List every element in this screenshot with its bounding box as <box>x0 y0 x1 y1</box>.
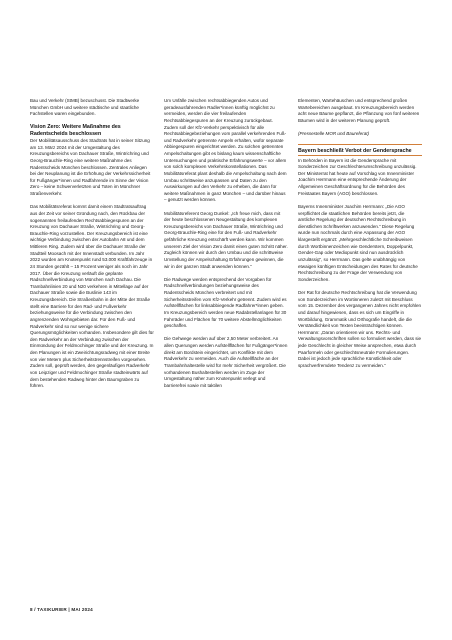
section-heading: Bayern beschließt Verbot der Gendersprache <box>298 147 412 154</box>
column-left <box>30 98 154 396</box>
article-paragraph: Die Radwege werden entsprechend der Vorgaben für Radschnellverbindungen beziehungsweise des Radentscheids München verbreitert und mit Sicherheitsstreifen vom Kfz-Verkehr getrennt. Zudem wird es Aufstellflächen für linksabbiegende Radfahrer*innen geben. Im Kreuzungsbereich werden neue Radabstellanlagen für 30 Fahrräder und Flächen für 70 weitere Abstellmöglichkeiten geschaffen. <box>164 276 287 329</box>
column-right <box>298 98 422 376</box>
quote-paragraph: Bayerns Innenminister Joachim Herrmann: „Die AGO verpflichtet die staatlichen Behörden bereits jetzt, die amtliche Regelung der deutschen Rechtschreibung in dienstlichen Schriftwerken anzuwenden.“ Diese Regelung wurde nun nochmals durch eine Anpassung der AGO klargestellt ergänzt: „Mehrgeschlechtliche Schreibweisen durch Wortbinnenzeichen wie Genderstern, Doppelpunkt, Gender-Gap oder Mediopunkt sind nun ausdrücklich unzulässig“, so Herrmann. Das gelte unabhängig von etwaigen künftigen Entscheidungen des Rates für deutsche Rechtschreibung zu der Frage der Verwendung von Sonderzeichen. <box>298 203 418 282</box>
section-heading: Vision Zero: Weitere Maßnahme des Radentscheids beschlossen <box>30 124 121 138</box>
article-paragraph: In Behörden in Bayern ist die Gendersprache mit Sonderzeichen zur Geschlechterumschreibung unzulässig. Der Ministerrat hat heute auf Vorschlag von Innenminister Joachim Herrmann eine entsprechende Änderung der Allgemeinen Geschäftsordnung für die Behörden des Freistaates Bayern (AGO) beschlossen. <box>298 157 417 196</box>
quote-paragraph: Mobilitätsreferent Georg Dunkel: „Ich freue mich, dass mit der heute beschlossenen Neugestaltung des komplexen Kreuzungsbereichs von Dachauer Straße, Wintrichring und Georg-Brauchle-Ring eine für den Fuß- und Radverkehr gefährliche Kreuzung entschärft werden kann. Wir kommen unserem Ziel der Vision Zero damit einen guten Schritt näher. Zugleich können wir durch den Umbau und die schrittweise Umstellung der Ampelschaltung Erfahrungen gewinnen, die wir in der ganzen Stadt anwenden können.“ <box>164 210 288 269</box>
article-paragraph: Der Mobilitätsausschuss des Stadtrats hat in seiner Sitzung am 13. März 2024 mit der Umgestaltung des Kreuzungsbereichs von Dachauer Straße, Wintrichring und Georg-Brauchle-Ring eine weitere Maßnahme des Radentscheids München beschlossen. Zentrales Anliegen bei der Neuplanung ist die Erhöhung der Verkehrssicherheit für Fußgänger*innen und Radfahrende im Sinne der Vision Zero – keine Schwerverletzten und Toten im Münchner Straßenverkehr. <box>30 138 151 197</box>
article-paragraph: Das Mobilitätsreferat kommt damit einem Stadtratsauftrag aus der Zeit vor seiner Gründung nach, den Rückbau der sogenannten freilaufenden Rechtsabbiegespuren an der Kreuzung von Dachauer Straße, Wintrichring und Georg-Brauchle-Ring vorzustellen. Der Kreuzungsbereich ist eine wichtige Verbindung zwischen der Autobahn A8 und dem Mittleren Ring. Zudem wird über die Dachauer Straße der Stadtteil Moosach mit der Innenstadt verbunden. Im Jahr 2022 wurden am Knotenpunkt rund 53.000 Kraftfahrzeuge in 24 Stunden gezählt – 15 Prozent weniger als noch im Jahr 2017. Über die Kreuzung verläuft die geplante Radschnellverbindung von München nach Dachau. Die Trambahnlinien 20 und N20 verkehren in Mittellage auf der Dachauer Straße sowie die Buslinie 143 im Kreuzungsbereich. Die Straßenbahn in der Mitte der Straße stellt eine Barriere für den Rad- und Fußverkehr beziehungsweise für die Verbindung zwischen den angrenzenden Wohngebieten dar. Für den Fuß- und Radverkehr sind so nur wenige sichere Querungsmöglichkeiten vorhanden. Insbesondere gilt dies für den Radverkehr an der Verbindung zwischen der Einmündung der Feldmochinger Straße und der Kreuzung. In den Planungen ist ein Zweirichtungsradweg mit einer Breite von vier Metern plus Sicherheitstrennstreifen vorgesehen. Zudem soll, geprüft werden, den gegenläufigen Radverkehr von Leipziger und Feldmochinger Straße stadteinwärts auf dem bestehenden Radweg hinter den Baumgraben zu führen. <box>30 204 154 389</box>
page-footer: 8 / TAXIKURIER | MAI 2024 <box>30 607 93 612</box>
article-paragraph: Der Rat für deutsche Rechtschreibung hat die Verwendung von Sonderzeichen im Wortinneren zuletzt mit Beschluss vom 15. Dezember des vergangenen Jahres nicht empfohlen und darauf hingewiesen, dass es sich um Eingriffe in Wortbildung, Grammatik und Orthografie handelt, die die Verständlichkeit von Texten beeinträchtigen können. Herrmann: „Daran orientieren wir uns. Rechts- und Verwaltungsvorschriften sollen so formuliert werden, dass sie jede Geschlecht in gleicher Weise ansprechen, etwa durch Paarformeln oder geschlechtsneutrale Formulierungen. Dabei ist jedoch jede sprachliche Künstlichkeit oder sprachverfremdete Tendenz zu vermeiden.“ <box>298 290 422 368</box>
article-paragraph: Um Unfälle zwischen rechtsabbiegenden Autos und geradeausfahrenden Radler*innen künftig möglichst zu vermeiden, werden die vier freilaufenden Rechtsabbiegespuren an der Kreuzung zurückgebaut. Zudem soll der Kfz-Verkehr perspektivisch für alle Rechtsabbiegebeziehungen vom parallel verkehrenden Fuß- und Radverkehr getrennte Ampeln erhalten, wofür separate Abbiegespuren eingerichtet werden. Zu solchen getrennten Ampelschaltungen gibt es bislang kaum wissenschaftliche Untersuchungen und praktische Erfahrungswerte – vor allem von solch komplexen Verkehrskonstellationen. Das Mobilitätsreferat plant deshalb die Ampelschaltung nach dem Umbau schrittweise anzupassen und Daten zu den Auswirkungen auf den Verkehr zu erheben, die dann für weitere Maßnahmen in ganz München – und darüber hinaus – genutzt werden können. <box>164 98 287 203</box>
heading-rule <box>298 144 422 145</box>
article-paragraph: Elementen, Wartehäuschen und entsprechend großen Wartebereichen ausgebaut. Im Kreuzungsbereich werden acht neue Bäume gepflanzt, die Pflanzung von fünf weiteren Bäumen wird in der weiteren Planung geprüft. <box>298 98 420 123</box>
source-credit: (Pressestelle MOR und Baureferat) <box>298 131 370 137</box>
heading-rule <box>298 155 422 156</box>
article-paragraph: Die Gehwege werden auf über 2,50 Meter verbreitert. An allen Querungen werden Aufstellflächen für Fußgänger*innen direkt am Bordstein eingerichtet, um Konflikte mit dem Radverkehr zu vermeiden. Auch die Aufstellfläche an der Trambahnhaltestelle wird für mehr Sicherheit vergrößert. Die vorhandenen Bushaltestellen werden im Zuge der Umgestaltung näher zum Knotenpunkt verlegt und barrierefrei sowie mit taktilen <box>164 336 288 388</box>
article-paragraph: Bau und Verkehr (StMB) bezuschusst. Die Stadtwerke München GmbH und weitere städtische und staatliche Fachstellen waren eingebunden. <box>30 98 140 117</box>
column-middle <box>164 98 288 396</box>
